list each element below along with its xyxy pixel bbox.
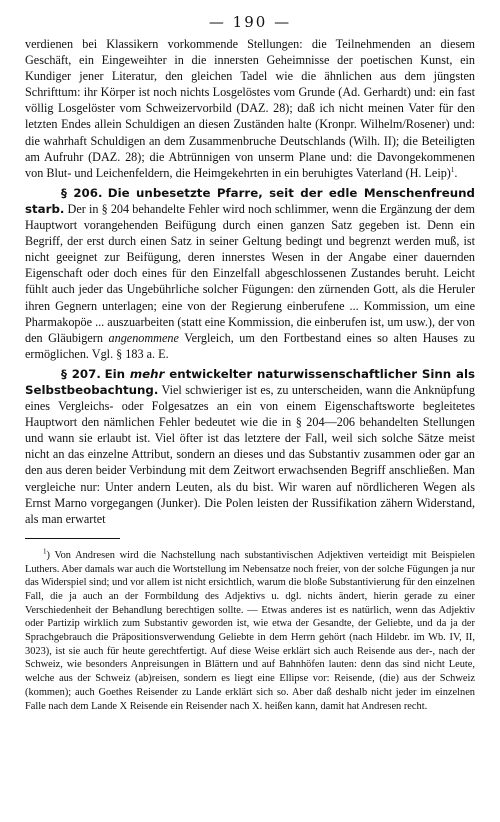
paragraph-continuation [25,36,475,181]
paragraph-end: . [454,165,458,180]
section-206-text: Der in § 204 behandelte Fehler wird noch schlimmer, wenn die Ergänzung der dem Hauptwort vorangehenden Beifügung durch einen ganzen Satz gegeben ist. Denn ein Begriff, der erst durch einen Satz in seiner Geltung bedingt und begrenzt werden muß, ist nicht geeignet zur Beifügung, deren innerstes Wesen in der Angabe einer dauernden Eigenschaft oder doch eines für den Einzelfall abgeschlossenen Zustandes beruht. Leicht fühlt auch jeder das Ungebührliche solcher Fügungen: den zürnenden Gott, als die Heruler ihren Gegnern unterlagen; eine von der Regierung einberufene ... Kommission, um eine Pharmakopöe ... auszuarbeiten (statt eine Kommission, die einberufen ist, um usw.), der von den Gläubigern [25,201,476,345]
footnote [25,549,475,713]
section-206-emphasis: angenommene [108,330,179,345]
section-206 [25,185,475,362]
section-207-heading-b: entwickelter naturwissenschaftlicher Sinn als Selbstbeobachtung. [25,366,476,397]
paragraph-text: verdienen bei Klassikern vorkommende Stellungen: die Teilnehmenden an diesem Geschäft, ein Eingeweihter in die innersten Geheimnisse der poetischen Kunst, ein Kundiger jener Literatur, den gleichen Tadel wie die ähnlichen aus dem jüngsten Schrifttum: ihr Körper ist noch nichts Losgelöstes vom Grunde (Ad. Gerhardt) und: ein fast völlig Losgelöster vom Schweizervorbild (DAZ. 28); daß ich nicht meinen Vater für den letzten Endes allein Schuldigen an diesen Zuständen halte (Kronpr. Wilhelm/Rosener) und: die wahrhaft Schuldigen an dem Zusammenbruche Deutschlands (Wilh. II); die Beteiligten am Aufruhr (DAZ. 28); die Abtrünnigen von unserm Plane und: die Davongekommenen von Blut- und Leichenfeldern, die Heimgekehrten in ein beruhigtes Vaterland (H. Leip) [25,37,475,180]
section-206-text-end: Vergleich, um den Fortbestand eines so alten Hauses zu ermöglichen. Vgl. § 183 a. E. [25,330,475,361]
section-207-heading-emphasis: mehr [129,366,165,381]
section-207 [25,366,475,527]
section-207-heading-a: Ein [104,366,130,381]
main-text [25,36,475,527]
footnote-marker: 1 [43,547,47,556]
footnote-divider [25,538,120,539]
footnote-text: ) Von Andresen wird die Nachstellung nach substantivischen Adjektiven verteidigt mit Beispielen Luthers. Aber damals war auch die Wortstellung im Nebensatze noch freier, von der solche Fügungen ja nur das Widerspiel sind; und vor allem ist nicht ersichtlich, warum die bloße Substantivierung für den einzelnen Fall, die ja auch an der Formbildung des Adjektivs u. dgl. nichts ändert, hierin gerade zu einer Verschiedenheit der Behandlung berechtigen sollte. — Etwas anderes ist es natürlich, wenn das Adjektiv oder Partizip wirklich zum Substantiv geworden ist, wie etwa der Gesandte, der Geliebte, und da ja der Sprachgebrauch die Präpositionsverwendung Geliebte in dem Herrn gehört (nach Hildebr. im Wb. IV, II, 3023), ist sie auch für heute gerechtfertigt. Auf diese Weise erklärt sich auch Reisende aus der-, nach der Schweiz, wie besonders Anpreisungen in Blättern und auf Bahnhöfen lauten: denn das sind nicht Leute, welche aus der Schweiz (ab)reisen, sondern es liegt eine Ellipse vor: Reisende, (die) aus der Schweiz (kommen); auch Goethes Reisender zu Lande erklärt sich so. Aber daß deshalb nicht jeder im einzelnen Falle nach dem Lande X Reisende ein Reisender nach X. heißen kann, damit hat Andresen recht. [25,549,475,712]
section-206-heading: Die unbesetzte Pfarre, seit der edle Menschenfreund starb. [25,185,475,216]
section-206-number: § 206. [61,185,103,200]
footnote-paragraph [25,549,475,713]
footnote-ref: 1 [450,165,455,174]
section-207-text: Viel schwieriger ist es, zu unterscheiden, wann die Anknüpfung eines Vergleichs- oder Folgesatzes an ein von einem Eigenschaftsworte begleitetes Hauptwort den nämlichen Fehler bedeutet wie die in § 204—206 behandelten Stellungen und wann sie erlaubt ist. Viel öfter ist das letztere der Fall, weil sich solche Sätze meist nicht an das einzelne Attribut, sondern an dieses und das Substantiv zusammen oder gar an den aus deren beider Verbindung mit dem Zeitwort erwachsenden Begriff anschließen. Man vergleiche nur: Unter andern Leuten, als du bist. Wir waren auf nördlicheren Wegen als Ernst Marno vorgegangen (Junker). Die Polen leisten der Russifikation zähern Widerstand, als man erwartet [25,382,475,526]
section-207-number: § 207. [61,366,101,381]
page-number: — 190 — [208,13,292,31]
